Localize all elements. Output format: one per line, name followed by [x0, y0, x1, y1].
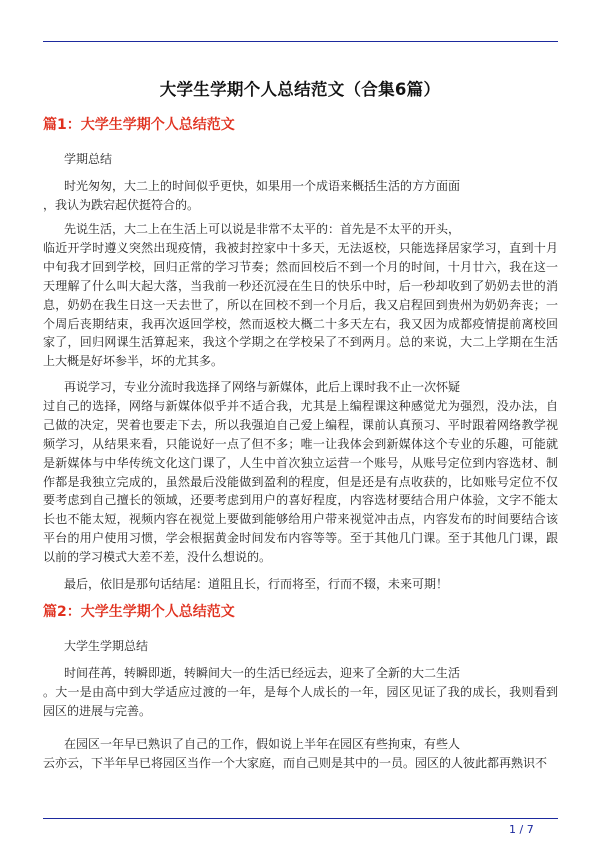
footer-rule [43, 818, 558, 819]
paragraph-body: ，我认为跌宕起伏挺符合的。 [43, 197, 200, 212]
paragraph [43, 177, 558, 215]
paragraph-first-line: 再说学习，专业分流时我选择了网络与新媒体，此后上课时我不止一次怀疑 [64, 380, 461, 394]
paragraph-body: 过自己的选择，网络与新媒体似乎并不适合我，尤其是上编程课这种感觉尤为强烈，没办法，自己做的决定，哭着也要走下去，所以我强迫自己爱上编程，课前认真预习、平时跟着网络教学视频学习，从结果来看，只能说好一点了但不多；唯一让我体会到新媒体这个专业的乐趣，可能就是新媒体与中华传统文化这门课了，人生中首次独立运营一个账号，从账号定位到内容选材、制作都是我独立完成的，虽然最后没能做到盈利的程度，但是还是有点收获的，比如账号定位不仅要考虑到自己擅长的领域，还要考虑到用户的喜好程度，内容选材要结合用户体验，文字不能太长也不能太短，视频内容在视觉上要做到能够给用户带来视觉冲击点，内容发布的时间要结合该平台的用户使用习惯，学会根据黄金时间发布内容等等。至于其他几门课。至于其他几门课，跟以前的学习模式大差不差，没什么想说的。 [43, 398, 558, 565]
paragraph-first-line: 在园区一年早已熟识了自己的工作，假如说上半年在园区有些拘束，有些人 [64, 737, 461, 751]
paragraph [43, 735, 558, 773]
paragraph-body: 。大一是由高中到大学适应过渡的一年，是每个人成长的一年，园区见证了我的成长，我则看到园区的进展与完善。 [43, 684, 558, 718]
paragraph-first-line: 最后，依旧是那句话结尾：道阻且长，行而将至，行而不辍，未来可期！ [64, 577, 449, 591]
section-heading-2: 篇2：大学生学期个人总结范文 [43, 604, 235, 620]
paragraph [43, 220, 558, 371]
paragraph-first-line: 时间荏苒，转瞬即逝，转瞬间大一的生活已经远去，迎来了全新的大二生活 [64, 666, 461, 680]
page-indicator: 1 / 7 [509, 823, 534, 836]
paragraph-body: 云亦云，下半年早已将园区当作一个大家庭，而自己则是其中的一员。园区的人彼此都再熟识不 [43, 755, 548, 770]
paragraph [43, 378, 558, 567]
paragraph-first-line: 先说生活，大二上在生活上可以说是非常不太平的：首先是不太平的开头， [64, 222, 461, 236]
section-subtitle-1: 学期总结 [64, 152, 113, 166]
paragraph [43, 664, 558, 721]
paragraph-first-line: 时光匆匆，大二上的时间似乎更快，如果用一个成语来概括生活的方方面面 [64, 179, 461, 193]
paragraph-body: 临近开学时遵义突然出现疫情，我被封控家中十多天，无法返校，只能选择居家学习，直到十月中旬我才回到学校，回归正常的学习节奏；然而回校后不到一个月的时间，十月廿六，我在这一天理解了什么叫大起大落，当我前一秒还沉浸在生日的快乐中时，后一秒却收到了奶奶去世的消息，奶奶在我生日这一天去世了，所以在回校不到一个月后，我又启程回到贵州为奶奶奔丧；一个周后丧期结束，我再次返回学校，然而返校大概二十多天左右，我又因为成都疫情提前离校回家了，回归网课生活算起来，我这个学期之在学校呆了不到两月。总的来说，大二上学期在生活上大概是好坏参半，坏的尤其多。 [43, 240, 558, 369]
document-title: 大学生学期个人总结范文（合集6篇） [159, 80, 441, 99]
section-heading-1: 篇1：大学生学期个人总结范文 [43, 117, 235, 133]
header-rule [43, 41, 558, 42]
paragraph [43, 575, 558, 594]
section-subtitle-2: 大学生学期总结 [64, 639, 149, 653]
